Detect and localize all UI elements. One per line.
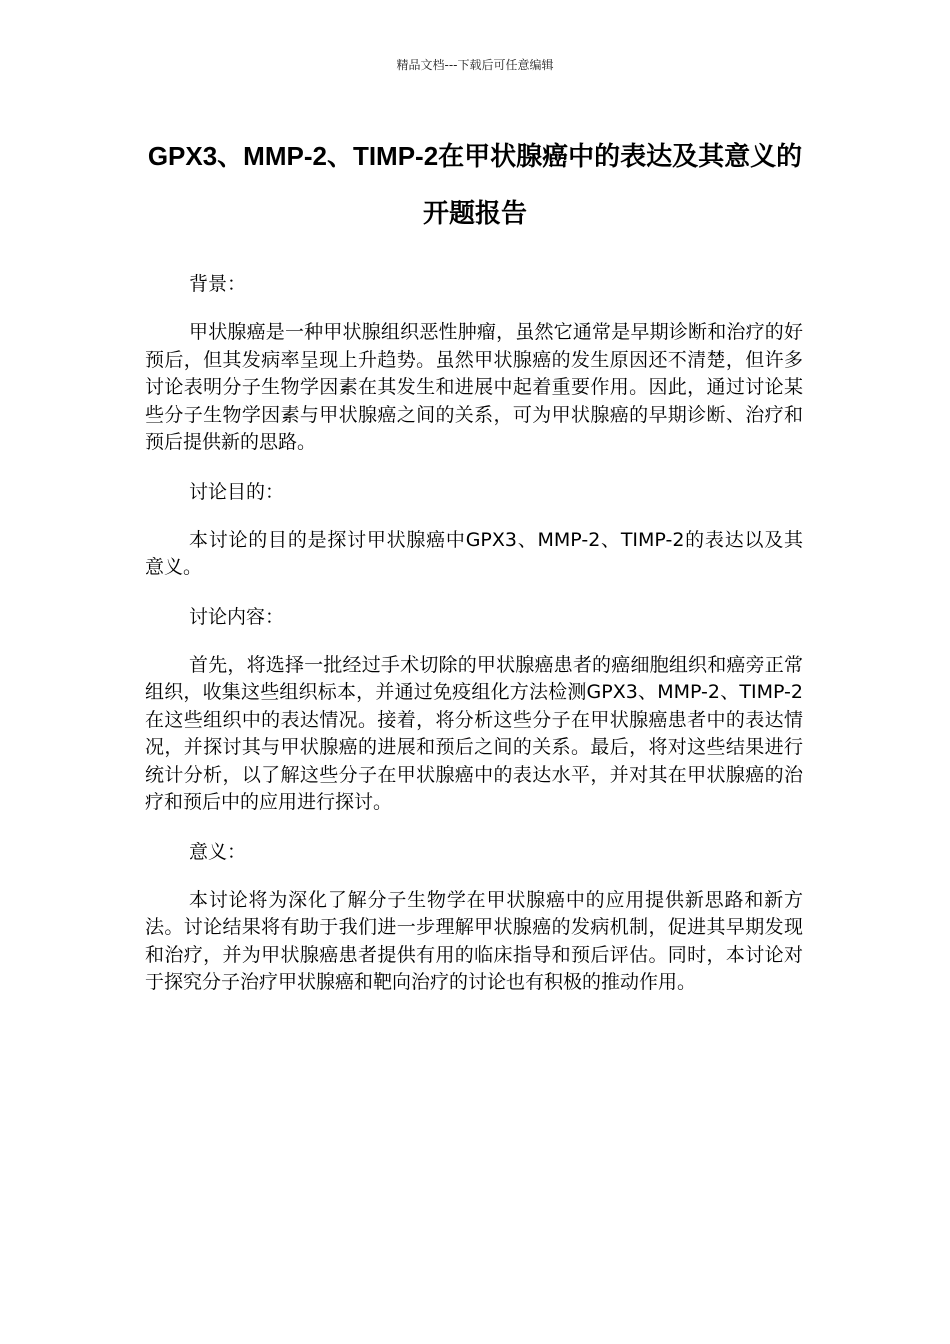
document-title: GPX3、MMP-2、TIMP-2在甲状腺癌中的表达及其意义的开题报告 xyxy=(147,141,803,228)
section-heading-content: 讨论内容： xyxy=(189,605,285,628)
running-header: 精品文档---下载后可任意编辑 xyxy=(396,58,554,72)
section-heading-background: 背景： xyxy=(189,273,247,295)
section-paragraph-content: 首先，将选择一批经过手术切除的甲状腺癌患者的癌细胞组织和癌旁正常组织，收集这些组织标本，并通过免疫组化方法检测GPX3、MMP-2、TIMP-2在这些组织中的表达情况。接着，将分析这些分子在甲状腺癌患者中的表达情况，并探讨其与甲状腺癌的进展和预后之间的关系。最后，将对这些结果进行统计分析，以了解这些分子在甲状腺癌中的表达水平，并对其在甲状腺癌的治疗和预后中的应用进行探讨。 xyxy=(145,653,803,813)
section-paragraph-significance: 本讨论将为深化了解分子生物学在甲状腺癌中的应用提供新思路和新方法。讨论结果将有助于我们进一步理解甲状腺癌的发病机制，促进其早期发现和治疗，并为甲状腺癌患者提供有用的临床指导和预后评估。同时，本讨论对于探究分子治疗甲状腺癌和靶向治疗的讨论也有积极的推动作用。 xyxy=(145,888,803,993)
section-heading-significance: 意义： xyxy=(189,840,247,863)
section-paragraph-purpose: 本讨论的目的是探讨甲状腺癌中GPX3、MMP-2、TIMP-2的表达以及其意义。 xyxy=(145,528,803,578)
section-paragraph-background: 甲状腺癌是一种甲状腺组织恶性肿瘤，虽然它通常是早期诊断和治疗的好预后，但其发病率呈现上升趋势。虽然甲状腺癌的发生原因还不清楚，但许多讨论表明分子生物学因素在其发生和进展中起着重要作用。因此，通过讨论某些分子生物学因素与甲状腺癌之间的关系，可为甲状腺癌的早期诊断、治疗和预后提供新的思路。 xyxy=(145,321,803,453)
document-body xyxy=(145,270,803,1018)
section-heading-purpose: 讨论目的： xyxy=(189,480,285,503)
